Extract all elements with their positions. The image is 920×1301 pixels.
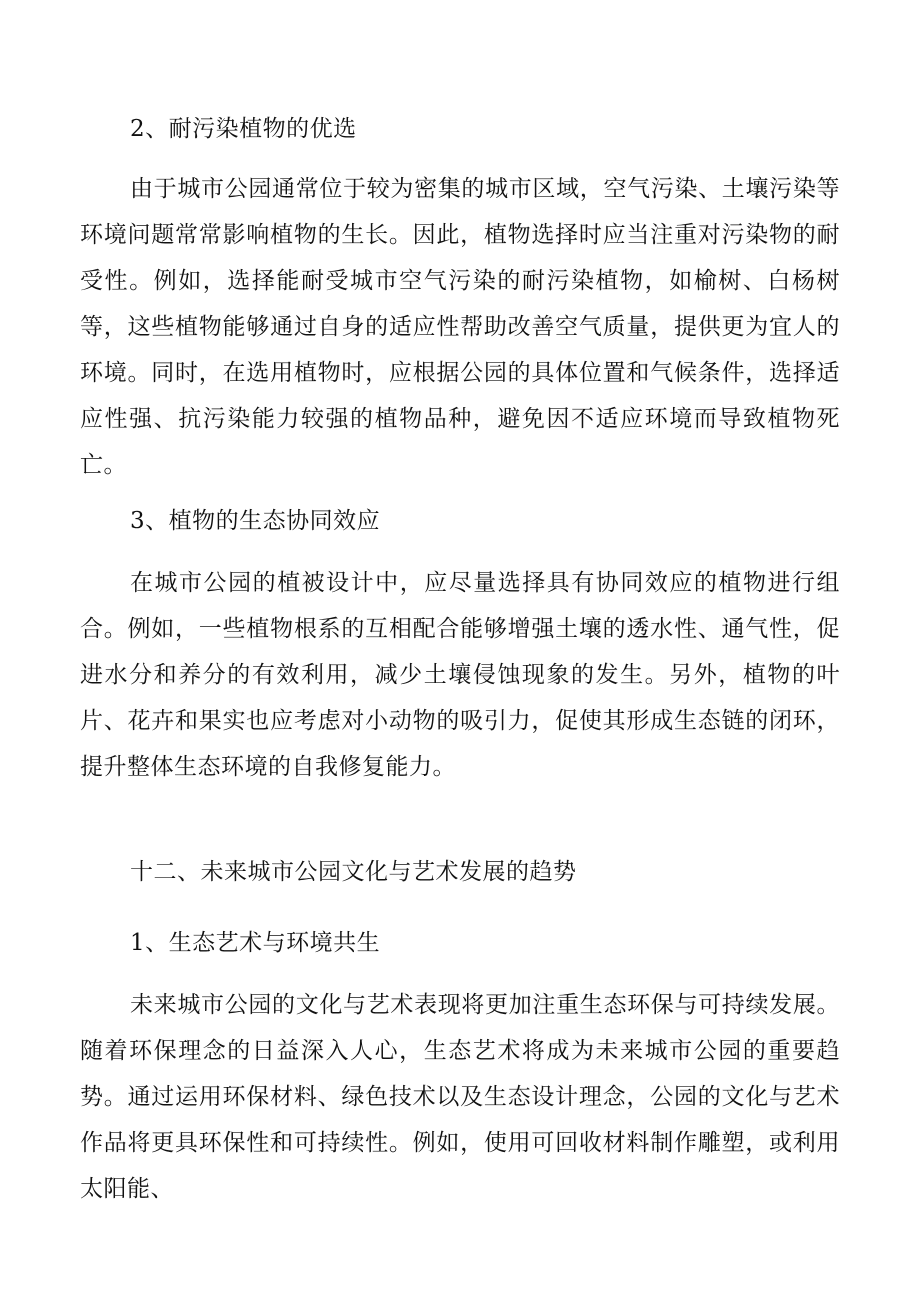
paragraph-eco-art: 未来城市公园的文化与艺术表现将更加注重生态环保与可持续发展。随着环保理念的日益深入人心，生态艺术将成为未来城市公园的重要趋势。通过运用环保材料、绿色技术以及生态设计理念，公园的文化与艺术作品将更具环保性和可持续性。例如，使用可回收材料制作雕塑，或利用太阳能、 bbox=[80, 992, 840, 1202]
paragraph-pollution-tolerance: 由于城市公园通常位于较为密集的城市区域，空气污染、土壤污染等环境问题常常影响植物的生长。因此，植物选择时应当注重对污染物的耐受性。例如，选择能耐受城市空气污染的耐污染植物，如榆树、白杨树等，这些植物能够通过自身的适应性帮助改善空气质量，提供更为宜人的环境。同时，在选用植物时，应根据公园的具体位置和气候条件，选择适应性强、抗污染能力较强的植物品种，避免因不适应环境而导致植物死亡。 bbox=[80, 176, 840, 478]
section-heading-ecological-synergy: 3、植物的生态协同效应 bbox=[130, 508, 381, 534]
paragraph-ecological-synergy: 在城市公园的植被设计中，应尽量选择具有协同效应的植物进行组合。例如，一些植物根系的互相配合能够增强土壤的透水性、通气性，促进水分和养分的有效利用，减少土壤侵蚀现象的发生。另外，植物的叶片、花卉和果实也应考虑对小动物的吸引力，促使其形成生态链的闭环，提升整体生态环境的自我修复能力。 bbox=[80, 570, 840, 780]
chapter-heading-future-trends: 十二、未来城市公园文化与艺术发展的趋势 bbox=[130, 859, 577, 885]
section-heading-pollution-tolerant-plants: 2、耐污染植物的优选 bbox=[130, 116, 357, 142]
section-heading-eco-art: 1、生态艺术与环境共生 bbox=[130, 930, 381, 956]
